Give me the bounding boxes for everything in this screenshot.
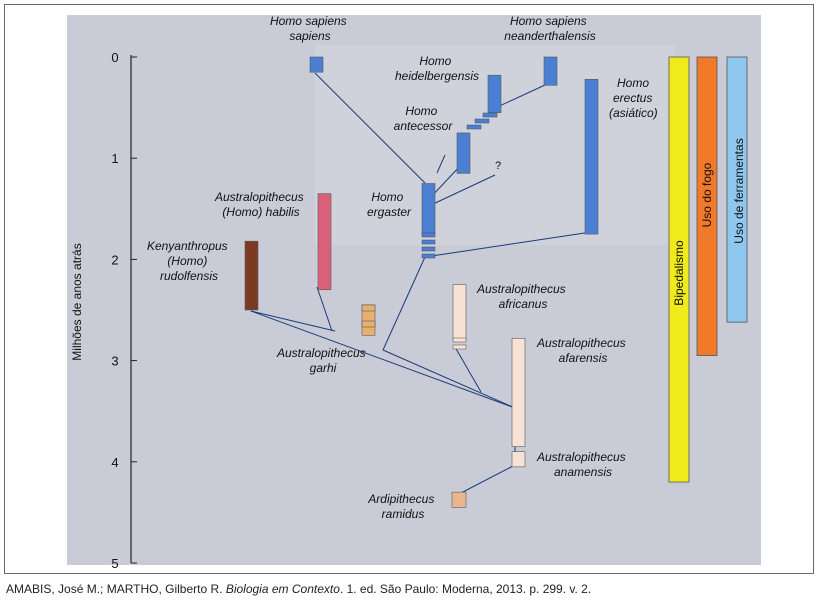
bar-segment: [422, 233, 435, 237]
species-bar-erectus: [585, 79, 598, 234]
species-bar-heidelbergensis: [488, 75, 501, 112]
species-bar-ramidus: [452, 492, 466, 507]
caption-rest: . 1. ed. São Paulo: Moderna, 2013. p. 299. v. 2.: [339, 582, 592, 596]
axis-tick-label: 4: [111, 454, 119, 470]
bar-segment: [453, 338, 466, 342]
label-anamensis: Australopithecus anamensis: [536, 450, 626, 479]
caption-authors: AMABIS, José M.; MARTHO, Gilberto R.: [6, 582, 226, 596]
label-garhi: Australopithecus garhi: [276, 346, 366, 375]
species-bar-anamensis: [512, 452, 525, 467]
species-bar-sapiens: [310, 57, 323, 72]
axis-tick-label: 3: [111, 353, 119, 369]
figure-frame: [4, 4, 814, 574]
label-erectus: Homo erectus (asiático): [609, 76, 658, 120]
label-sapiens: Homo sapiens sapiens: [269, 14, 347, 43]
label-rudolfensis: Kenyanthropus (Homo) rudolfensis: [146, 239, 228, 283]
bar-segment: [475, 119, 489, 123]
bar-segment: [467, 125, 481, 129]
label-afarensis: Australopithecus afarensis: [536, 336, 626, 365]
phylogeny-diagram: [5, 5, 813, 573]
bar-segment: [453, 345, 466, 349]
axis-tick-label: 0: [111, 50, 119, 65]
label-ergaster: Homo ergaster: [366, 190, 412, 219]
species-bar-neanderthalensis: [544, 57, 557, 85]
uncertain-question-mark: ?: [495, 160, 502, 172]
label-neanderthalensis: Homo sapiens neanderthalensis: [504, 14, 596, 43]
trait-label-bipedalismo: Bipedalismo: [672, 240, 686, 306]
bar-segment: [362, 305, 375, 311]
caption-title: Biologia em Contexto: [225, 582, 340, 596]
label-ramidus: Ardipithecus ramidus: [368, 492, 435, 521]
trait-label-fogo: Uso do fogo: [700, 162, 714, 228]
axis-tick-label: 5: [111, 556, 119, 571]
bar-segment: [483, 113, 497, 117]
bar-segment: [422, 254, 435, 258]
species-bar-rudolfensis: [245, 241, 258, 310]
species-bar-habilis: [318, 194, 331, 290]
bar-segment: [422, 240, 435, 244]
figure-caption: [6, 582, 591, 596]
trait-label-ferramentas: Uso de ferramentas: [732, 138, 746, 244]
bar-segment: [362, 321, 375, 327]
label-antecessor: Homo antecessor: [393, 104, 453, 133]
axis-tick-label: 2: [111, 252, 119, 268]
bar-segment: [422, 247, 435, 251]
species-bar-antecessor: [457, 133, 470, 173]
species-bar-ergaster: [422, 184, 435, 235]
axis-tick-label: 1: [111, 151, 119, 167]
species-bar-afarensis: [512, 338, 525, 446]
label-heidelbergensis: Homo heidelbergensis: [394, 54, 480, 83]
label-africanus: Australopithecus africanus: [476, 282, 566, 311]
label-habilis: Australopithecus (Homo) habilis: [214, 190, 304, 219]
axis-title: Milhões de anos atrás: [70, 243, 84, 361]
species-bar-africanus: [453, 285, 466, 341]
